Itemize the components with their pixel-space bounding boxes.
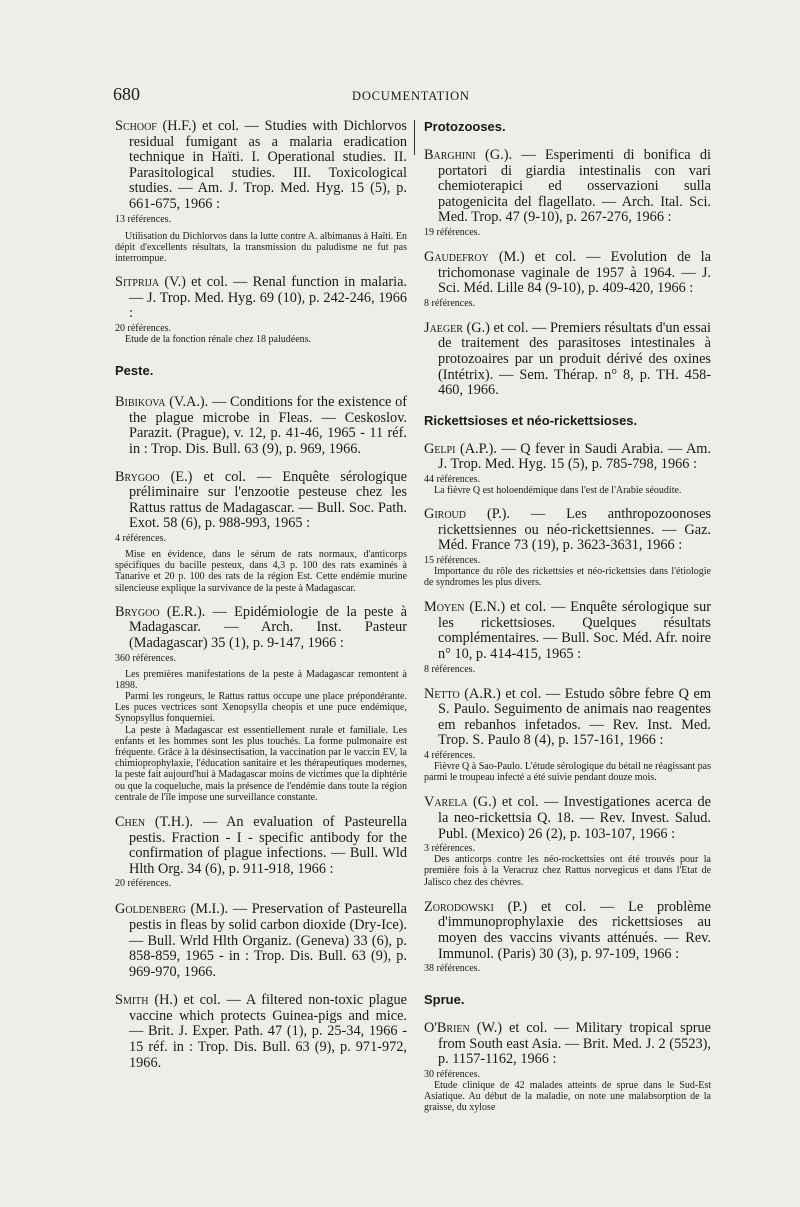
entry-sitprija <box>115 275 407 345</box>
abstract: Etude clinique de 42 malades atteints de sprue dans le Sud-Est Asiatique. Au début de la maladie, on note une malabsorption de la graisse, du xylose <box>424 1080 711 1114</box>
citation: (M.) et col. — Evolution de la trichomonase vaginale de 1957 à 1964. — J. Sci. Méd. Lille 84 (9-10), p. 409-420, 1966 : <box>438 248 711 297</box>
column-divider <box>414 120 415 155</box>
author: Brygoo <box>115 468 160 485</box>
reference <box>424 795 711 842</box>
entry-gaudefroy <box>424 250 711 309</box>
author: Jaeger <box>424 319 463 336</box>
reference <box>424 507 711 554</box>
reference-count: 3 références. <box>424 843 476 855</box>
reference-count: 13 références. <box>115 213 172 225</box>
author: Zorodowski <box>424 898 494 915</box>
entry-giroud <box>424 507 711 588</box>
entry-brygoo-2 <box>115 605 407 803</box>
right-column <box>424 119 711 1114</box>
reference-count: 38 références. <box>424 963 481 975</box>
citation: (P.) et col. — Le problème d'immunoprophylaxie des rickettsioses au moyen des vaccins vivants atténués. — Rev. Immunol. (Paris) 30 (3), p. 97-109, 1966 : <box>438 898 711 962</box>
citation: (P.). — Les anthropozoonoses rickettsiennes ou néo-rickettsiennes. — Gaz. Méd. France 73 (19), p. 3623-3631, 1966 : <box>438 506 711 554</box>
author: Netto <box>424 685 460 702</box>
citation: (G.) et col. — Premiers résultats d'un essai de traitement des parasitoses intestinales à protozoaires par un produit dérivé des oxines (Intétrix). — Sem. Thérap. n° 8, p. TH. 458-460, 1966. <box>438 319 711 399</box>
reference <box>115 119 407 213</box>
reference <box>115 275 407 322</box>
author: Goldenberg <box>115 901 186 918</box>
citation: (E.N.) et col. — Enquête sérologique sur les rickettsioses. Quelques résultats complémentaires. — Bull. Soc. Méd. Afr. noire n° 10, p. 414-415, 1965 : <box>438 599 711 663</box>
citation: (H.) et col. — A filtered non-toxic plague vaccine which protects Guinea-pigs and mice. — Brit. J. Exper. Path. 47 (1), p. 25-34, 1966 - 15 réf. in : Trop. Dis. Bull. 63 (9), p. 971-972, 1966. <box>129 992 407 1071</box>
reference <box>115 815 407 877</box>
running-head: DOCUMENTATION <box>352 89 470 103</box>
entry-schoof <box>115 119 407 264</box>
reference <box>424 687 711 749</box>
section-heading-rickettsioses: Rickettsioses et néo-rickettsioses. <box>424 412 638 428</box>
author: Bibikova <box>115 394 166 411</box>
abstract-paragraph: La peste à Madagascar est essentiellement rurale et familiale. Les enfants et les hommes sont les plus touchés. La forme pulmonaire est fréquente. Grâce à la désinsectisation, la vaccination par le vaccin EV, la chimioprophylaxie, l'éducation sanitaire et les thérapeutiques modernes, la peste fait aujourd'hui à Madagascar moins de victimes que la diphtérie ou que la coqueluche, mais la présence de l'endémie dans toute la région centrale de l'île impose une surveillance constante. <box>115 724 407 803</box>
section-heading-sprue: Sprue. <box>424 992 465 1008</box>
abstract: Des anticorps contre les néo-rockettsies ont été trouvés pour la première fois à la Veracruz chez Rattus norvegicus et dans l'Etat de Jalisco chez des chèvres. <box>424 854 711 888</box>
author: Smith <box>115 992 149 1009</box>
abstract: Importance du rôle des rickettsies et néo-rickettsies dans l'étiologie de syndromes les plus divers. <box>424 565 711 589</box>
section-heading-protozooses: Protozooses. <box>424 119 506 134</box>
author: Giroud <box>424 506 466 523</box>
author: Schoof <box>115 118 157 134</box>
citation: (A.R.) et col. — Estudo sôbre febre Q em S. Paulo. Seguimento de animais nao reagentes em rebanhos infetados. — Rev. Inst. Med. Trop. S. Paulo 8 (4), p. 157-161, 1966 : <box>438 685 711 749</box>
reference <box>115 605 407 652</box>
reference-count: 20 références. <box>115 322 172 334</box>
reference <box>115 902 407 980</box>
entry-chen <box>115 815 407 889</box>
citation: (T.H.). — An evaluation of Pasteurella pestis. Fraction - I - specific antibody for the confirmation of plague infections. — Bull. Wld Hlth Org. 34 (6), p. 911-918, 1966 : <box>129 813 407 877</box>
author: Brygoo <box>115 603 160 620</box>
reference-count: 8 références. <box>424 663 476 675</box>
author: Varela <box>424 794 468 811</box>
abstract: La fièvre Q est holoendémique dans l'est de l'Arabie séoudite. <box>434 484 682 496</box>
reference-count: 20 références. <box>115 878 172 890</box>
entry-jaeger <box>424 321 711 399</box>
citation: (A.P.). — Q fever in Saudi Arabia. — Am. J. Trop. Med. Hyg. 15 (5), p. 785-798, 1966 : <box>438 440 711 473</box>
citation: (V.) et col. — Renal function in malaria. — J. Trop. Med. Hyg. 69 (10), p. 242-246, 1966 : <box>129 274 407 322</box>
citation: (E.R.). — Epidémiologie de la peste à Madagascar. — Arch. Inst. Pasteur (Madagascar) 35 (1), p. 9-147, 1966 : <box>129 603 407 651</box>
author: Sitprija <box>115 274 160 291</box>
author: Chen <box>115 813 146 830</box>
reference-count: 19 références. <box>424 226 481 238</box>
abstract: Etude de la fonction rénale chez 18 paludéens. <box>125 333 312 345</box>
reference-count: 4 références. <box>424 750 476 762</box>
entry-varela <box>424 795 711 887</box>
abstract: Utilisation du Dichlorvos dans la lutte contre A. albimanus à Haïti. En dépit d'excellents résultats, la transmission du paludisme ne fut pas interrompue. <box>115 230 407 264</box>
entry-barghini <box>424 148 711 238</box>
author: Gaudefroy <box>424 248 489 265</box>
reference <box>424 148 711 226</box>
reference <box>424 250 711 297</box>
entry-gelpi <box>424 442 711 496</box>
entry-obrien <box>424 1021 711 1113</box>
abstract: Fièvre Q à Sao-Paulo. L'étude sérologique du bétail ne réagissant pas parmi le troupeau infecté a été suivie pendant douze mois. <box>424 761 712 784</box>
entry-smith <box>115 993 407 1071</box>
citation: (V.A.). — Conditions for the existence of the plague microbe in Fleas. — Ceskoslov. Parazit. (Prague), v. 12, p. 41-46, 1965 - 11 réf. in : Trop. Dis. Bull. 63 (9), p. 969, 1966. <box>129 394 407 457</box>
reference <box>115 395 407 457</box>
reference-count: 44 références. <box>424 473 481 485</box>
abstract-paragraph: Les premières manifestations de la peste à Madagascar remontent à 1898. <box>115 668 407 691</box>
entry-moyen <box>424 600 711 674</box>
section-heading-peste: Peste. <box>115 363 154 379</box>
reference <box>424 600 711 662</box>
reference <box>424 900 711 962</box>
reference <box>115 993 407 1071</box>
reference <box>115 470 407 532</box>
citation: (E.) et col. — Enquête sérologique préliminaire sur l'enzootie pesteuse chez les Rattus rattus de Madagascar. — Bull. Soc. Path. Exot. 58 (6), p. 988-993, 1965 : <box>129 468 407 532</box>
left-column <box>115 119 407 1071</box>
reference-count: 8 références. <box>424 297 476 309</box>
entry-netto <box>424 687 711 784</box>
author: O'Brien <box>424 1020 470 1037</box>
author: Moyen <box>424 599 465 616</box>
page-number: 680 <box>113 84 140 104</box>
reference <box>424 321 711 399</box>
author: Gelpi <box>424 440 456 457</box>
abstract: Mise en évidence, dans le sérum de rats normaux, d'anticorps spécifiques du bacille pesteux, dans 4,3 p. 100 des rats examinés à Tanarive et 20 p. 100 des rats de la région Est. Cette endémie murine silencieuse explique la survivance de la peste à Madagascar. <box>115 548 407 594</box>
reference-count: 360 références. <box>115 652 177 664</box>
citation: (G.) et col. — Investigationes acerca de la neo-rickettsia Q. 18. — Rev. Invest. Salud. Publ. (Mexico) 26 (2), p. 103-107, 1966 : <box>438 794 711 842</box>
entry-zorodowski <box>424 900 711 974</box>
entry-brygoo-1 <box>115 470 407 594</box>
reference <box>424 1021 711 1068</box>
author: Barghini <box>424 147 476 163</box>
citation: (H.F.) et col. — Studies with Dichlorvos residual fumigant as a malaria eradication technique in Haïti. I. Operational studies. II. Parasitological studies. III. Toxicological studies. — Am. J. Trop. Med. Hyg. 15 (5), p. 661-675, 1966 : <box>129 118 407 212</box>
entry-bibikova <box>115 395 407 457</box>
citation: (M.I.). — Preservation of Pasteurella pestis in fleas by solid carbon dioxide (Dry-Ice). — Bull. Wrld Hlth Organiz. (Geneva) 33 (6), p. 858-859, 1965 - in : Trop. Dis. Bull. 63 (9), p. 969-970, 1966. <box>129 901 407 980</box>
reference-count: 4 références. <box>115 532 167 544</box>
citation: (W.) et col. — Military tropical sprue from South east Asia. — Brit. Med. J. 2 (5523), p. 1157-1162, 1966 : <box>438 1020 711 1068</box>
citation: (G.). — Esperimenti di bonifica di portatori di giardia intestinalis con vari chemioterapici ed osservazioni sulla patogenicita del flagellato. — Arch. Ital. Sci. Med. Trop. 47 (9-10), p. 267-276, 1966 : <box>438 147 711 226</box>
entry-goldenberg <box>115 902 407 980</box>
reference-count: 15 références. <box>424 554 481 566</box>
reference <box>424 442 711 473</box>
reference-count: 30 références. <box>424 1069 481 1080</box>
abstract-paragraph: Parmi les rongeurs, le Rattus rattus occupe une place prépondérante. Les puces vectrices sont Xenopsylla cheopis et une puce endémique, Synopsyllus fonquerniei. <box>115 690 407 725</box>
